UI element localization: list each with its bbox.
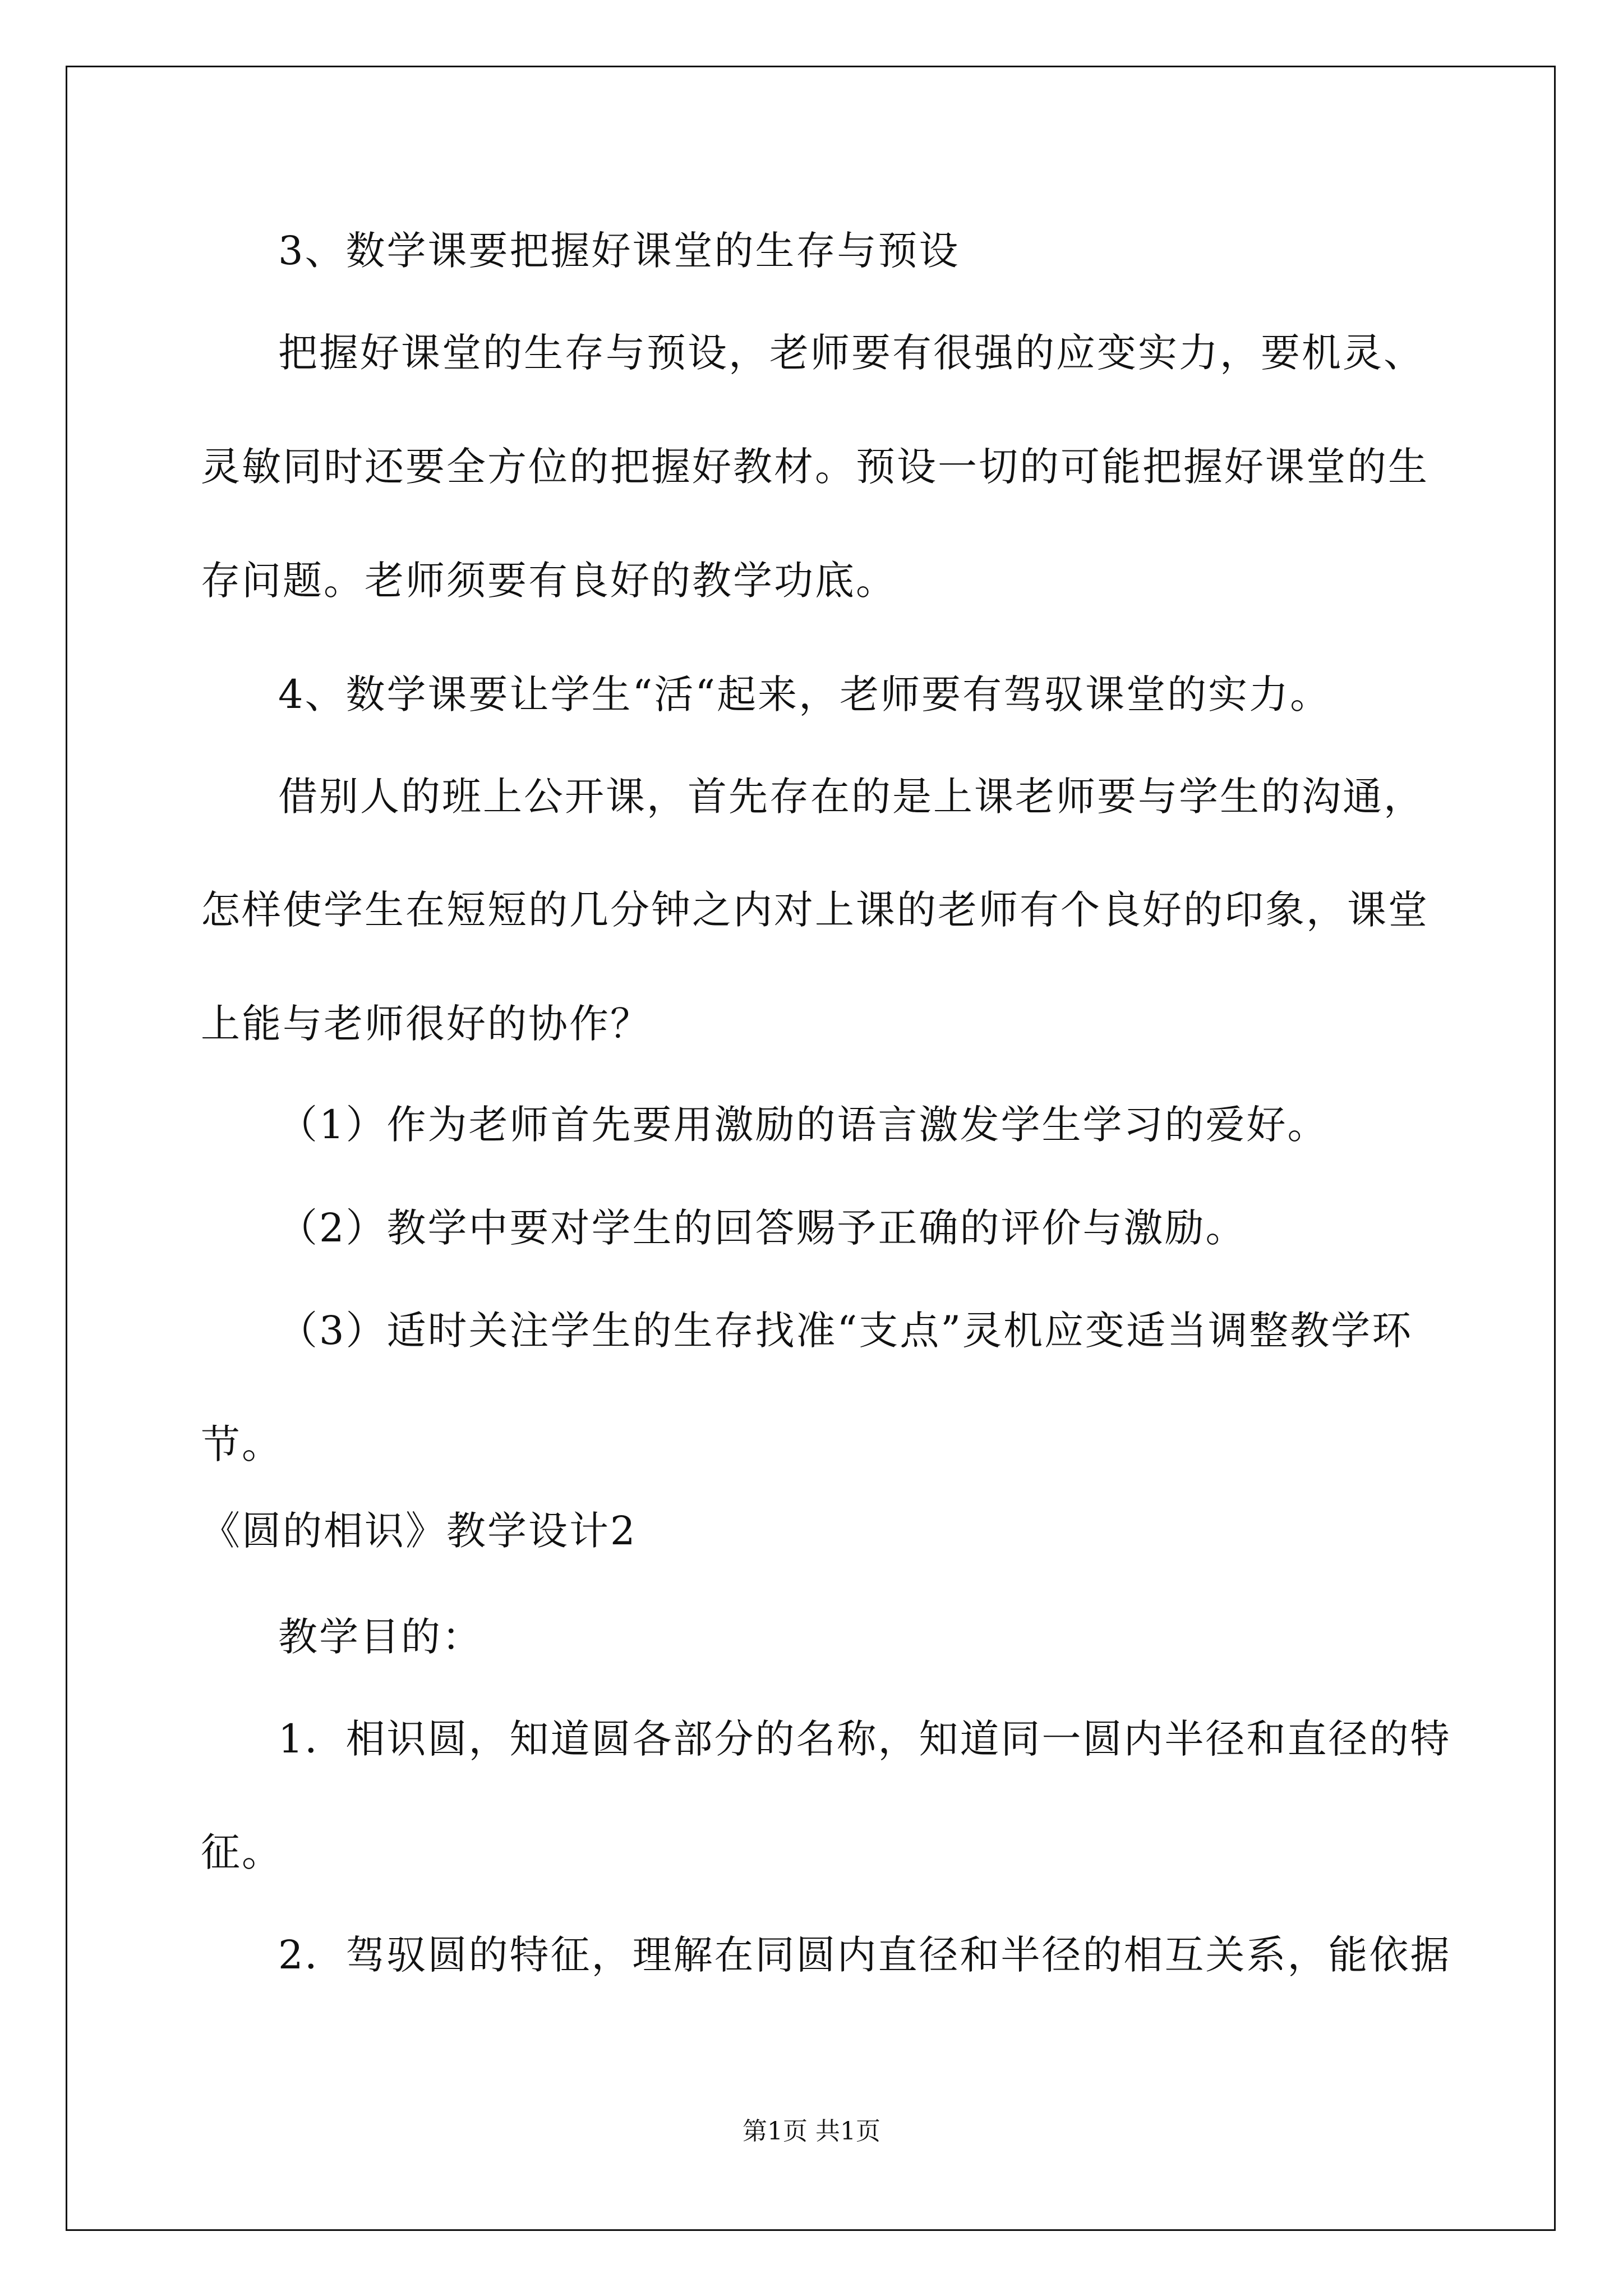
paragraph-line: 4、数学课要让学生“活“起来，老师要有驾驭课堂的实力。	[278, 671, 1331, 717]
paragraph-line: 2．驾驭圆的特征，理解在同圆内直径和半径的相互关系，能依据	[278, 1932, 1451, 1978]
paragraph-line: 节。	[201, 1421, 283, 1467]
paragraph-line: 教学目的：	[278, 1614, 483, 1660]
paragraph-line: 上能与老师很好的协作？	[201, 1001, 651, 1047]
paragraph-line: 征。	[201, 1829, 283, 1875]
section-heading: 《圆的相识》教学设计2	[201, 1508, 637, 1554]
paragraph-line: 借别人的班上公开课，首先存在的是上课老师要与学生的沟通，	[278, 774, 1424, 820]
paragraph-line: （3）适时关注学生的生存找准“支点”灵机应变适当调整教学环	[278, 1308, 1413, 1354]
paragraph-line: 怎样使学生在短短的几分钟之内对上课的老师有个良好的印象，课堂	[201, 887, 1429, 933]
page-footer: 第1页 共1页	[743, 2117, 880, 2146]
paragraph-line: （1）作为老师首先要用激励的语言激发学生学习的爱好。	[278, 1102, 1329, 1148]
paragraph-line: 1．相识圆，知道圆各部分的名称，知道同一圆内半径和直径的特	[278, 1716, 1451, 1762]
paragraph-line: 灵敏同时还要全方位的把握好教材。预设一切的可能把握好课堂的生	[201, 444, 1429, 490]
paragraph-line: 3、数学课要把握好课堂的生存与预设	[278, 228, 960, 274]
paragraph-line: 存问题。老师须要有良好的教学功底。	[201, 558, 897, 604]
paragraph-line: 把握好课堂的生存与预设，老师要有很强的应变实力，要机灵、	[278, 330, 1424, 376]
paragraph-line: （2）教学中要对学生的回答赐予正确的评价与激励。	[278, 1205, 1247, 1251]
